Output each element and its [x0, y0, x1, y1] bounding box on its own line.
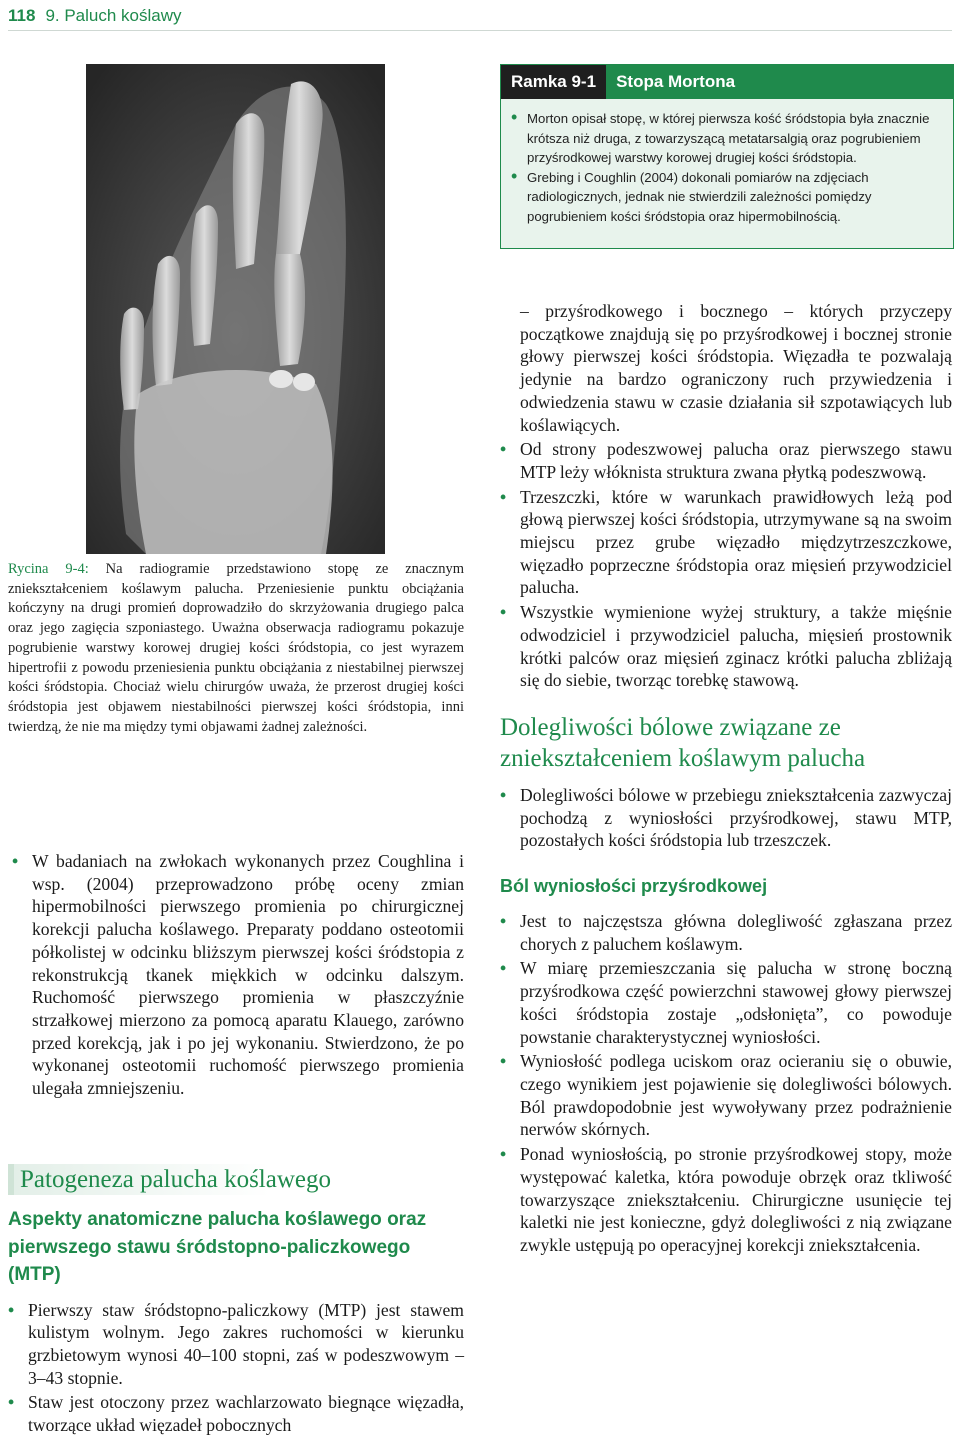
pain-list: [500, 784, 952, 852]
section-heading-text: Patogeneza palucha koślawego: [20, 1166, 331, 1193]
anatomy-list-continued: [500, 438, 952, 692]
medial-eminence-list: [500, 910, 952, 1257]
page-number: 118: [8, 6, 36, 25]
radiograph-figure: [86, 64, 385, 554]
list-item: • Wyniosłość podlega uciskom oraz ocieraniu się o obuwie, czego wynikiem jest pojawienie się dolegliwości bólowych. Ból prawdopodobnie jest wywoływany przez podrażnienie nerwów skórnych.: [500, 1050, 952, 1141]
subheading-medial-eminence: Ból wyniosłości przyśrodkowej: [500, 876, 768, 897]
list-item: • W miarę przemieszczania się palucha w stronę boczną przyśrodkowa część powierzchni stawowej głowy pierwszej kości śródstopia zostaje „odsłonięta”, co powoduje powstanie charakterystycznej wyniosłości.: [500, 957, 952, 1048]
section-heading-pain: Dolegliwości bólowe związane ze zniekształceniem koślawym palucha: [500, 713, 866, 772]
info-box: [500, 64, 954, 249]
info-box-item: • Morton opisał stopę, w której pierwsza kość śródstopia była znacznie krótsza niż druga, z towarzyszącą metatarsalgią oraz pogrubieniem przyśrodkowej warstwy korowej drugiej kości śródstopia.: [511, 109, 945, 168]
list-item: • Jest to najczęstsza główna dolegliwość zgłaszana przez chorych z paluchem koślawym.: [500, 910, 952, 955]
continued-paragraph: – przyśrodkowego i bocznego – których przyczepy początkowe znajdują się po przyśrodkowej i bocznej stronie głowy pierwszej kości śródstopia. Więzadła te pozwalają jedynie na bardzo ograniczony ruch przywiedzenia i odwiedzenia stawu w czasie działania sił szpotawiących lub koślawiących.: [520, 301, 952, 435]
radiograph-image: [86, 64, 385, 554]
list-item: • Od strony podeszwowej palucha oraz pierwszego stawu MTP leży włóknista struktura zwana płytką podeszwową.: [500, 438, 952, 483]
list-item: • W badaniach na zwłokach wykonanych przez Coughlina i wsp. (2004) przeprowadzono próbę oceny zmian hipermobilności pierwszego promienia po chirurgicznej korekcji palucha koślawego. Preparaty poddano osteotomii półkolistej w odcinku bliższym pierwszej kości śródstopia z rekonstrukcją tkanek miękkich w odcinku dalszym. Ruchomość pierwszego promienia w płaszczyźnie strzałkowej mierzono za pomocą aparatu Klauego, zarówno przed korekcją, jak i po jej wykonaniu. Stwierdzono, że po wykonanej osteotomii ruchomość pierwszego promienia ulegała zmniejszeniu.: [12, 850, 464, 1100]
running-header: [8, 2, 952, 31]
list-item: • Ponad wyniosłością, po stronie przyśrodkowej stopy, może występować kaletka, która powoduje obrzęk oraz tkliwość towarzyszące zniekształceniu. Chirurgiczne usunięcie tej kaletki nie jest konieczne, gdyż dolegliwości z nią związane zwykle ustępują po operacyjnej korekcji zniekształcenia.: [500, 1143, 952, 1257]
list-item: • Staw jest otoczony przez wachlarzowato biegnące więzadła, tworzące układ więzadeł pobocznych: [8, 1391, 464, 1436]
info-box-title: Stopa Mortona: [606, 65, 953, 99]
left-column: [12, 850, 464, 1102]
list-item: • Pierwszy staw śródstopno-paliczkowy (MTP) jest stawem kulistym wolnym. Jego zakres ruchomości w kierunku grzbietowym wynosi 40–100 stopni, zaś w podeszwowym – 3–43 stopnie.: [8, 1299, 464, 1390]
left-bullet-list: [12, 850, 464, 1100]
figure-caption: [8, 560, 464, 737]
right-column: [500, 300, 952, 1259]
chapter-title: 9. Paluch koślawy: [45, 6, 182, 25]
list-item: • Trzeszczki, które w warunkach prawidłowych leżą pod głową pierwszej kości śródstopia, utrzymywane są na swoim miejscu przez grube więzadło międzytrzeszczkowe, więzadło poprzeczne śródstopia oraz mięsień przywodziciel palucha.: [500, 486, 952, 600]
info-box-list: [511, 109, 945, 226]
anatomy-list: [8, 1299, 464, 1437]
subheading-anatomy: Aspekty anatomiczne palucha koślawego oraz pierwszego stawu śródstopno-paliczkowego (MTP): [8, 1209, 427, 1285]
figure-label: Rycina 9-4:: [8, 561, 89, 577]
info-box-header: [501, 65, 953, 99]
list-item: • Dolegliwości bólowe w przebiegu zniekształcenia zazwyczaj pochodzą z wyniosłości przyśrodkowej, stawu MTP, pozostałych kości śródstopia lub trzeszczek.: [500, 784, 952, 852]
section-heading-pathogenesis: [8, 1164, 440, 1195]
list-item: • Wszystkie wymienione wyżej struktury, a także mięśnie odwodziciel i przywodziciel palucha, mięsień prostownik krótki palców oraz mięsień zginacz krótki palucha zbliżają się do siebie, tworząc torebkę stawową.: [500, 601, 952, 692]
info-box-tag: Ramka 9-1: [501, 65, 606, 99]
left-lower-column: [8, 1206, 464, 1439]
info-box-item: • Grebing i Coughlin (2004) dokonali pomiarów na zdjęciach radiologicznych, jednak nie stwierdzili zależności pomiędzy pogrubieniem kości śródstopia oraz hipermobilnością.: [511, 168, 945, 227]
figure-caption-text: Na radiogramie przedstawiono stopę ze znacznym zniekształceniem koślawym palucha. Przeniesienie punktu obciążania kończyny na drugi promień doprowadziło do skrzyżowania drugiego palca oraz jego zagięcia szponiastego. Uważna obserwacja radiogramu pokazuje pogrubienie warstwy korowej drugiej kości śródstopia, co jest wyrazem hipertrofii z powodu przeniesienia punktu obciążania z niestabilnej pierwszej kości śródstopia. Chociaż wielu chirurgów uważa, że przerost drugiej kości śródstopia jest objawem niestabilności pierwszej kości śródstopia, inni twierdzą, że nie ma między tymi objawami żadnej zależności.: [8, 561, 464, 735]
